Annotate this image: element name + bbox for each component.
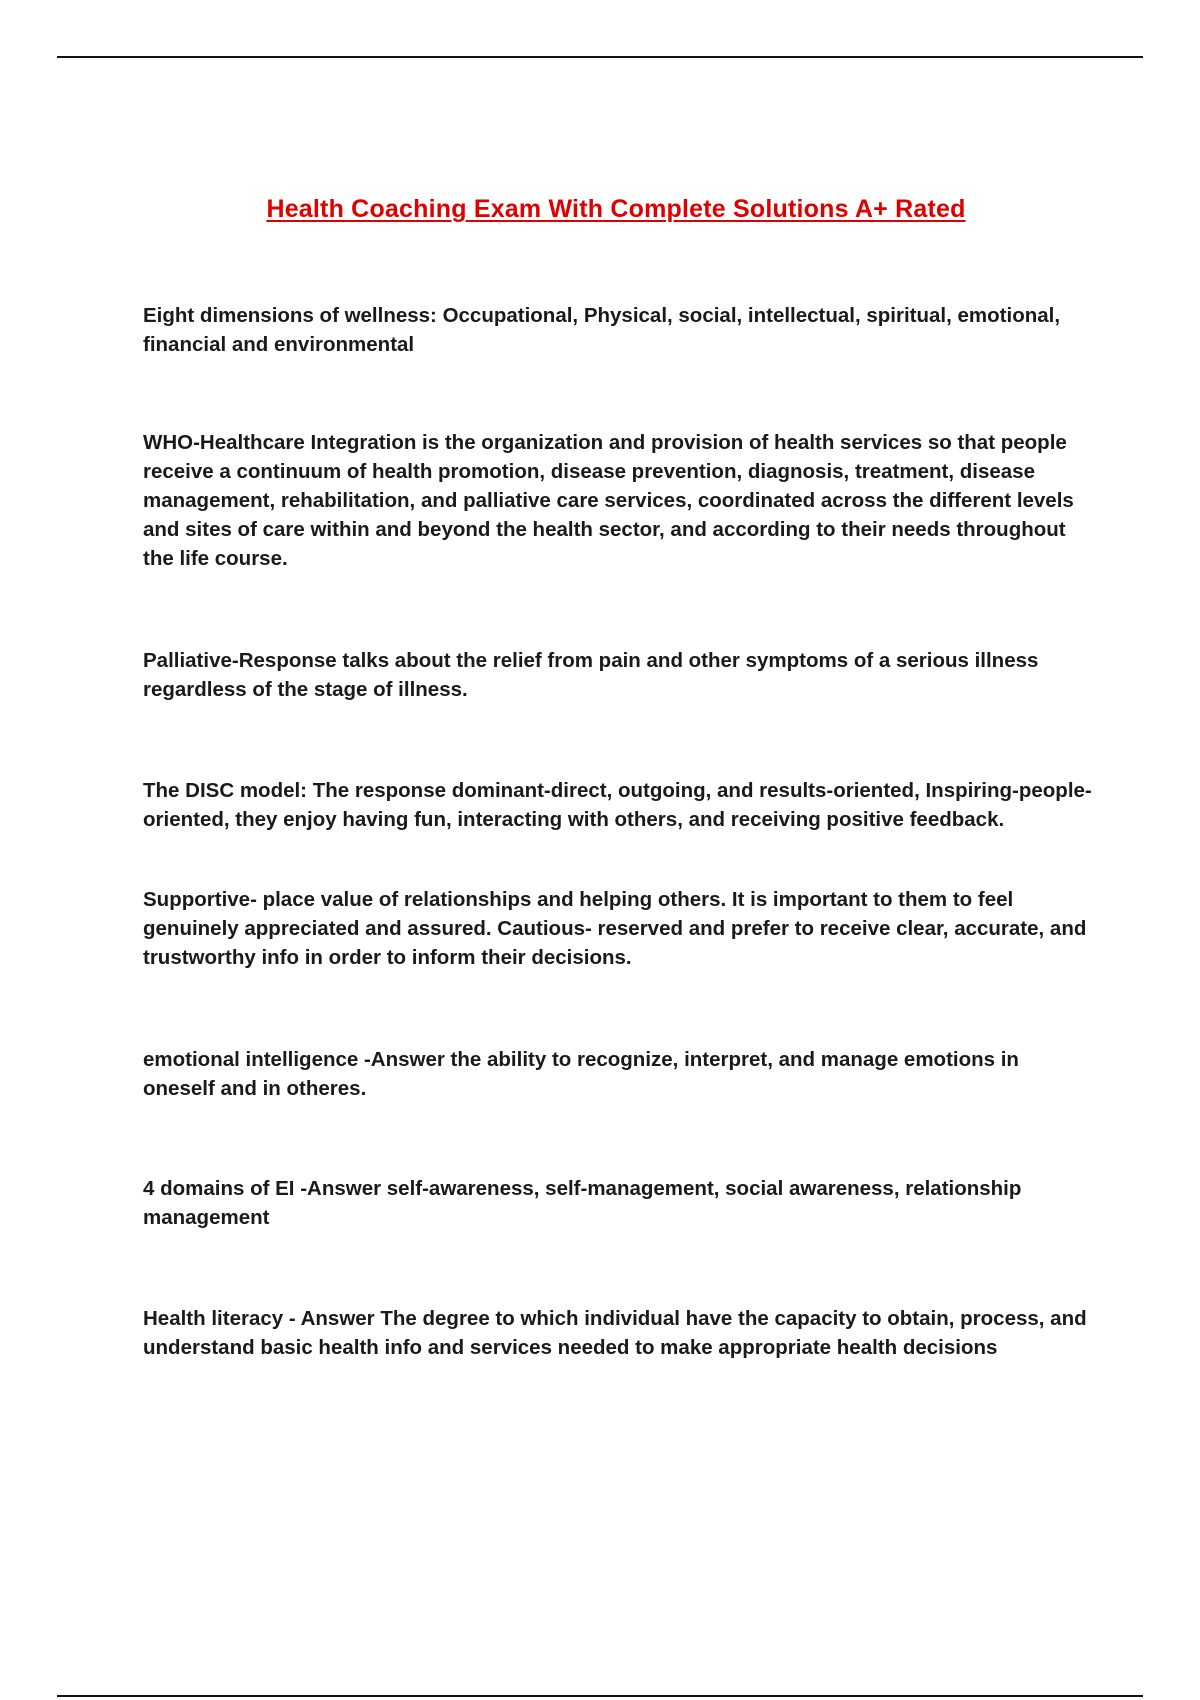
header-rule: [57, 56, 1143, 58]
entry-disc-model: The DISC model: The response dominant-direct, outgoing, and results-oriented, Inspiring-people-oriented, they enjoy having fun, interacting with others, and receiving positive feedback.: [143, 779, 1092, 831]
entry-palliative: Palliative-Response talks about the relief from pain and other symptoms of a serious illness regardless of the stage of illness.: [143, 649, 1039, 701]
entry-wellness-dimensions: Eight dimensions of wellness: Occupational, Physical, social, intellectual, spiritual, emotional, financial and environmental: [143, 304, 1061, 356]
entry-ei-domains: 4 domains of EI -Answer self-awareness, self-management, social awareness, relationship management: [143, 1177, 1022, 1229]
entry-healthcare-integration: WHO-Healthcare Integration is the organization and provision of health services so that people receive a continuum of health promotion, disease prevention, diagnosis, treatment, disease management, rehabilitation, and palliative care services, coordinated across the different levels and sites of care within and beyond the health sector, and according to their needs throughout the life course.: [143, 431, 1074, 570]
document-title: Health Coaching Exam With Complete Solutions A+ Rated: [266, 195, 966, 223]
entry-emotional-intelligence: emotional intelligence -Answer the ability to recognize, interpret, and manage emotions in oneself and in otheres.: [143, 1048, 1019, 1100]
footer-rule: [57, 1695, 1143, 1697]
entry-disc-supportive-cautious: Supportive- place value of relationships and helping others. It is important to them to feel genuinely appreciated and assured. Cautious- reserved and prefer to receive clear, accurate, and trustworthy info in order to inform their decisions.: [143, 888, 1087, 969]
entry-health-literacy: Health literacy - Answer The degree to which individual have the capacity to obtain, process, and understand basic health info and services needed to make appropriate health decisions: [143, 1307, 1087, 1359]
